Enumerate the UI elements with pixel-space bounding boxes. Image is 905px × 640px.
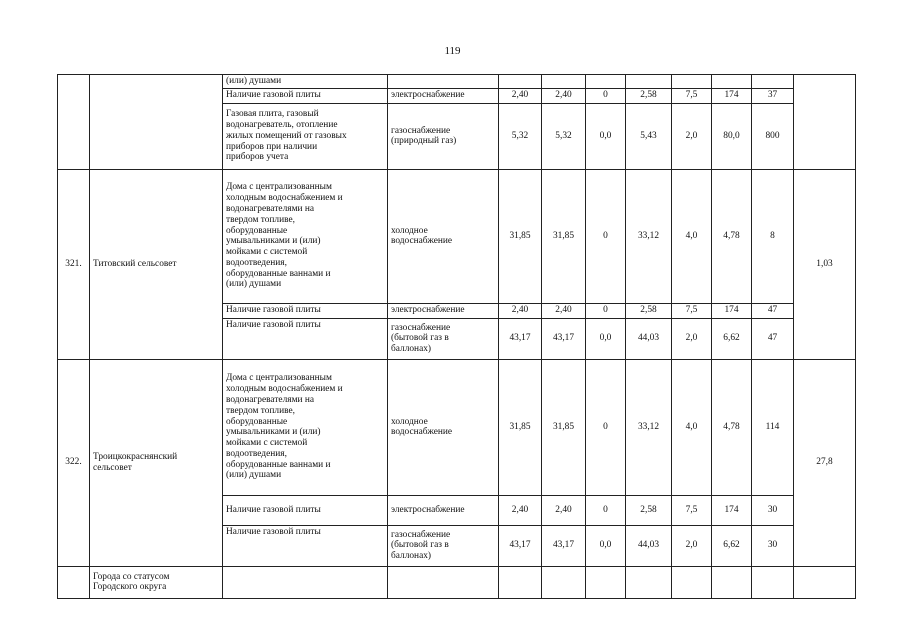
value-cell: 5,32 <box>499 103 542 169</box>
value-cell: 44,03 <box>626 525 672 566</box>
value-cell <box>672 566 712 598</box>
service-cell: газоснабжение (бытовой газ в баллонах) <box>388 318 499 359</box>
value-cell: 44,03 <box>626 318 672 359</box>
service-cell: газоснабжение (бытовой газ в баллонах) <box>388 525 499 566</box>
value-cell: 5,43 <box>626 103 672 169</box>
value-cell <box>499 566 542 598</box>
table-row <box>58 75 856 89</box>
value-cell: 2,40 <box>499 88 542 103</box>
value-cell: 5,32 <box>542 103 586 169</box>
coefficient-cell <box>794 566 856 598</box>
value-cell: 6,62 <box>712 525 752 566</box>
value-cell <box>752 75 794 89</box>
tariff-table <box>57 74 856 599</box>
value-cell: 47 <box>752 303 794 318</box>
description-cell: Наличие газовой плиты <box>223 525 388 566</box>
value-cell: 7,5 <box>672 88 712 103</box>
value-cell: 2,0 <box>672 103 712 169</box>
description-cell: Наличие газовой плиты <box>223 495 388 525</box>
value-cell: 0 <box>586 169 626 303</box>
value-cell: 0,0 <box>586 103 626 169</box>
value-cell: 4,78 <box>712 359 752 495</box>
value-cell <box>752 566 794 598</box>
service-cell <box>388 75 499 89</box>
service-cell: газоснабжение (природный газ) <box>388 103 499 169</box>
value-cell: 2,40 <box>499 303 542 318</box>
value-cell <box>499 75 542 89</box>
description-cell: (или) душами <box>223 75 388 89</box>
description-cell: Наличие газовой плиты <box>223 303 388 318</box>
value-cell: 7,5 <box>672 495 712 525</box>
value-cell: 0 <box>586 88 626 103</box>
value-cell: 33,12 <box>626 359 672 495</box>
value-cell: 0 <box>586 495 626 525</box>
value-cell: 30 <box>752 495 794 525</box>
description-cell: Наличие газовой плиты <box>223 88 388 103</box>
description-cell: Газовая плита, газовый водонагреватель, отопление жилых помещений от газовых приборов при наличии приборов учета <box>223 103 388 169</box>
value-cell: 31,85 <box>542 169 586 303</box>
row-number-cell <box>58 75 90 170</box>
value-cell: 0 <box>586 303 626 318</box>
coefficient-cell: 27,8 <box>794 359 856 566</box>
value-cell: 8 <box>752 169 794 303</box>
description-cell: Наличие газовой плиты <box>223 318 388 359</box>
value-cell: 33,12 <box>626 169 672 303</box>
service-cell: электроснабжение <box>388 88 499 103</box>
value-cell: 2,0 <box>672 525 712 566</box>
service-cell <box>388 566 499 598</box>
value-cell <box>626 75 672 89</box>
value-cell: 800 <box>752 103 794 169</box>
page-number: 119 <box>444 45 461 57</box>
value-cell: 114 <box>752 359 794 495</box>
table-row <box>58 566 856 598</box>
value-cell: 7,5 <box>672 303 712 318</box>
coefficient-cell <box>794 75 856 170</box>
value-cell: 0 <box>586 359 626 495</box>
value-cell: 31,85 <box>499 359 542 495</box>
value-cell: 2,40 <box>542 495 586 525</box>
value-cell <box>586 566 626 598</box>
value-cell: 4,0 <box>672 169 712 303</box>
value-cell: 2,58 <box>626 495 672 525</box>
value-cell: 2,40 <box>499 495 542 525</box>
description-cell: Дома с централизованным холодным водоснабжением и водонагревателями на твердом топливе, оборудованные умывальниками и (или) мойками с системой водоотведения, оборудованные ваннами и (или) душами <box>223 169 388 303</box>
value-cell: 37 <box>752 88 794 103</box>
value-cell: 6,62 <box>712 318 752 359</box>
value-cell <box>712 566 752 598</box>
value-cell: 30 <box>752 525 794 566</box>
row-number-cell <box>58 566 90 598</box>
value-cell: 0,0 <box>586 525 626 566</box>
description-cell <box>223 566 388 598</box>
locality-cell <box>90 75 223 170</box>
value-cell: 174 <box>712 88 752 103</box>
locality-cell: Города со статусом Городского округа <box>90 566 223 598</box>
value-cell <box>542 75 586 89</box>
value-cell: 47 <box>752 318 794 359</box>
value-cell: 43,17 <box>499 318 542 359</box>
row-number-cell: 322. <box>58 359 90 566</box>
value-cell: 4,0 <box>672 359 712 495</box>
service-cell: электроснабжение <box>388 303 499 318</box>
value-cell: 174 <box>712 495 752 525</box>
description-cell: Дома с централизованным холодным водоснабжением и водонагревателями на твердом топливе, оборудованные умывальниками и (или) мойками с системой водоотведения, оборудованные ваннами и (или) душами <box>223 359 388 495</box>
service-cell: холодное водоснабжение <box>388 169 499 303</box>
value-cell <box>586 75 626 89</box>
value-cell <box>672 75 712 89</box>
value-cell <box>626 566 672 598</box>
locality-cell: Титовский сельсовет <box>90 169 223 359</box>
value-cell: 31,85 <box>499 169 542 303</box>
locality-cell: Троицкокраснянский сельсовет <box>90 359 223 566</box>
coefficient-cell: 1,03 <box>794 169 856 359</box>
value-cell: 31,85 <box>542 359 586 495</box>
value-cell: 2,40 <box>542 303 586 318</box>
value-cell: 43,17 <box>499 525 542 566</box>
value-cell: 2,0 <box>672 318 712 359</box>
service-cell: холодное водоснабжение <box>388 359 499 495</box>
value-cell <box>542 566 586 598</box>
value-cell: 0,0 <box>586 318 626 359</box>
value-cell: 174 <box>712 303 752 318</box>
value-cell: 2,40 <box>542 88 586 103</box>
value-cell: 43,17 <box>542 525 586 566</box>
value-cell: 2,58 <box>626 303 672 318</box>
value-cell: 80,0 <box>712 103 752 169</box>
value-cell: 4,78 <box>712 169 752 303</box>
service-cell: электроснабжение <box>388 495 499 525</box>
value-cell: 2,58 <box>626 88 672 103</box>
table-row <box>58 169 856 303</box>
value-cell <box>712 75 752 89</box>
value-cell: 43,17 <box>542 318 586 359</box>
row-number-cell: 321. <box>58 169 90 359</box>
table-row <box>58 359 856 495</box>
